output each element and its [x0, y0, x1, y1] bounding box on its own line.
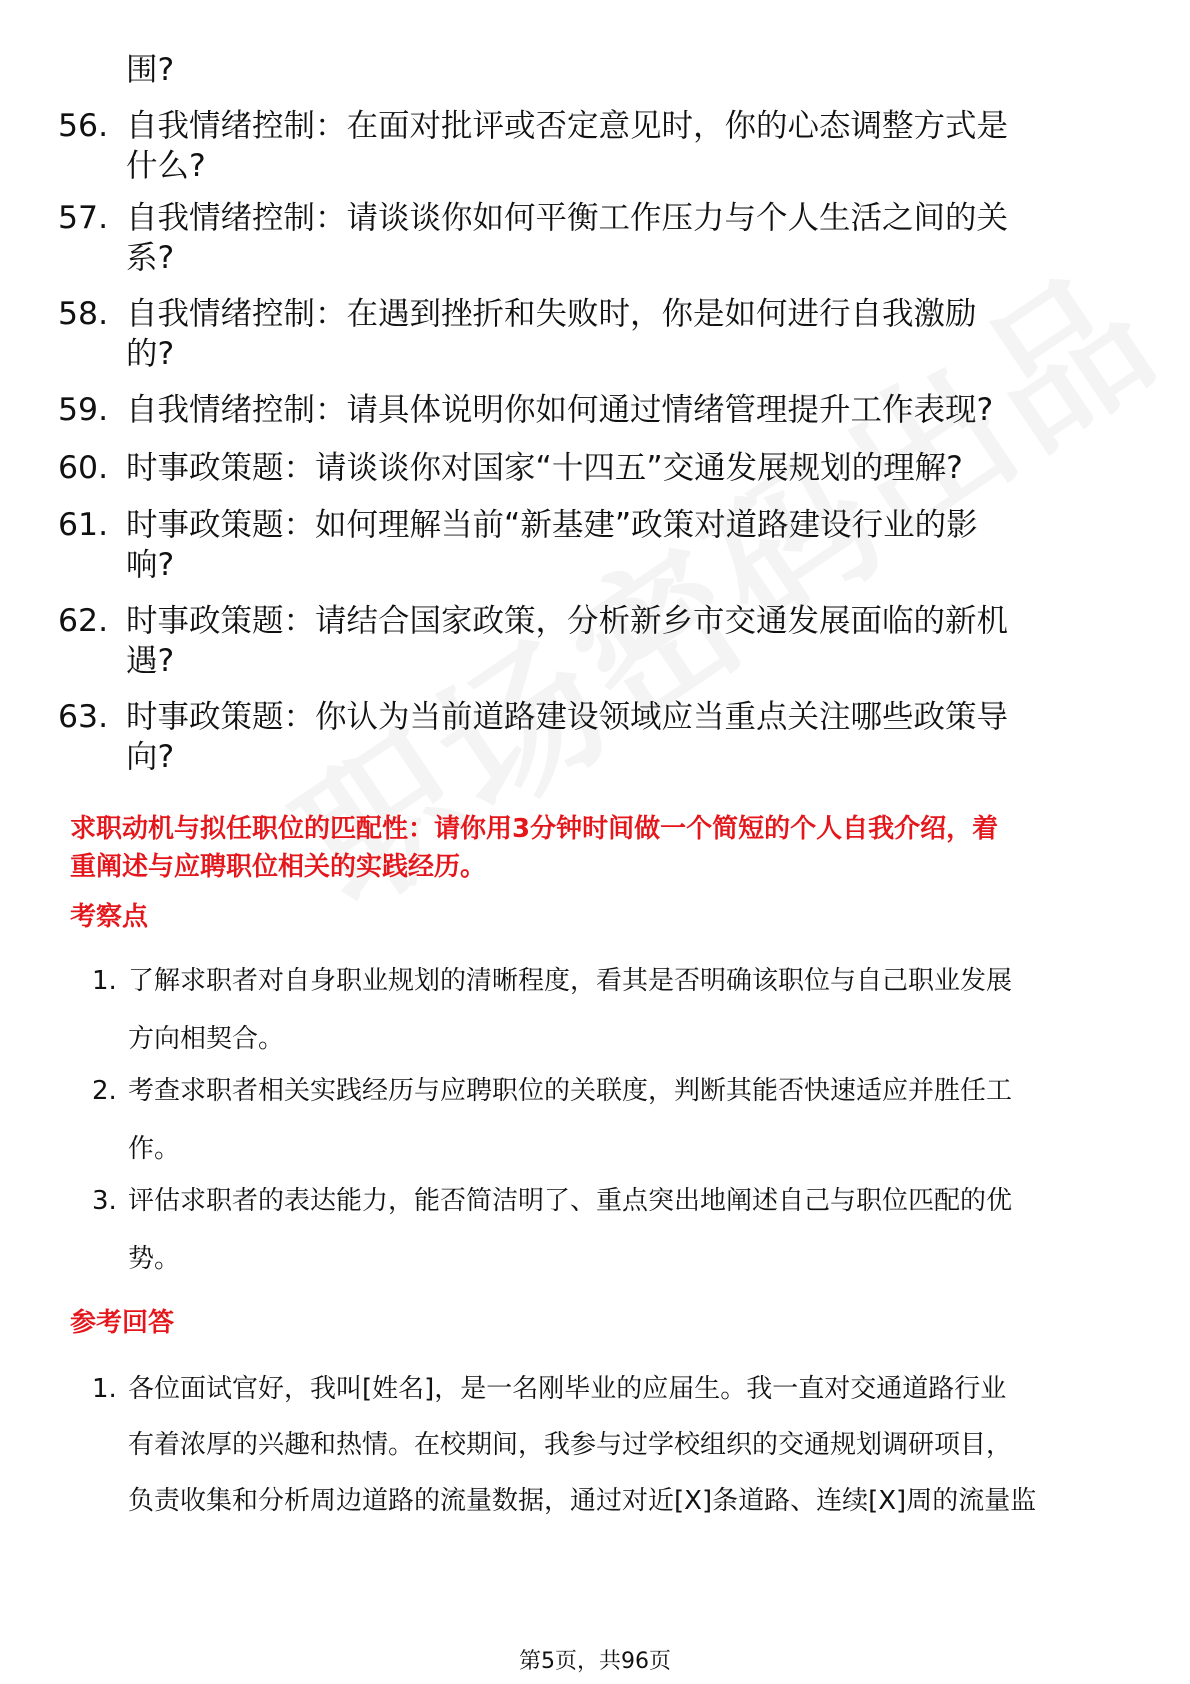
section-title — [70, 810, 1120, 886]
section-title-line: 求职动机与拟任职位的匹配性：请你用3分钟时间做一个简短的个人自我介绍，着 — [70, 814, 999, 844]
question-line: 时事政策题：你认为当前道路建设领域应当重点关注哪些政策导 — [126, 699, 1009, 735]
question-number: 57. — [58, 200, 109, 236]
item-line: 负责收集和分析周边道路的流量数据，通过对近[X]条道路、连续[X]周的流量监 — [128, 1486, 1037, 1516]
question-number: 63. — [58, 699, 109, 735]
item-line: 势。 — [128, 1244, 181, 1274]
question-line: 自我情绪控制：在面对批评或否定意见时，你的心态调整方式是 — [126, 108, 1009, 144]
question-line: 自我情绪控制：在遇到挫折和失败时，你是如何进行自我激励 — [126, 296, 977, 332]
question-number: 60. — [58, 450, 109, 486]
item-line: 有着浓厚的兴趣和热情。在校期间，我参与过学校组织的交通规划调研项目， — [128, 1430, 1013, 1460]
question-line: 时事政策题：如何理解当前“新基建”政策对道路建设行业的影 — [126, 507, 978, 543]
question-number: 61. — [58, 507, 109, 543]
question-line: 系? — [126, 240, 175, 276]
question-number: 58. — [58, 296, 109, 332]
question-number: 59. — [58, 392, 109, 428]
question-number: 62. — [58, 603, 109, 639]
question-line: 自我情绪控制：请具体说明你如何通过情绪管理提升工作表现? — [126, 392, 994, 428]
question-line: 围? — [126, 52, 175, 88]
item-number: 2. — [92, 1076, 117, 1106]
item-line: 考查求职者相关实践经历与应聘职位的关联度，判断其能否快速适应并胜任工 — [128, 1076, 1013, 1106]
item-number: 1. — [92, 966, 117, 996]
question-line: 自我情绪控制：请谈谈你如何平衡工作压力与个人生活之间的关 — [126, 200, 1009, 236]
item-number: 1. — [92, 1374, 117, 1404]
question-line: 时事政策题：请谈谈你对国家“十四五”交通发展规划的理解? — [126, 450, 963, 486]
item-line: 作。 — [128, 1134, 181, 1164]
question-line: 什么? — [126, 148, 206, 184]
item-line: 了解求职者对自身职业规划的清晰程度，看其是否明确该职位与自己职业发展 — [128, 966, 1013, 996]
item-number: 3. — [92, 1186, 117, 1216]
question-line: 响? — [126, 547, 175, 583]
item-line: 方向相契合。 — [128, 1024, 285, 1054]
question-line: 时事政策题：请结合国家政策，分析新乡市交通发展面临的新机 — [126, 603, 1009, 639]
section-title-line: 重阐述与应聘职位相关的实践经历。 — [70, 852, 487, 882]
question-number: 56. — [58, 108, 109, 144]
item-line: 各位面试官好，我叫[姓名]，是一名刚毕业的应届生。我一直对交通道路行业 — [128, 1374, 1007, 1404]
question-line: 遇? — [126, 643, 175, 679]
question-line: 向? — [126, 739, 175, 775]
item-line: 评估求职者的表达能力，能否简洁明了、重点突出地阐述自己与职位匹配的优 — [128, 1186, 1013, 1216]
examine-label: 考察点 — [70, 902, 149, 932]
page-footer: 第5页，共96页 — [519, 1649, 671, 1674]
answer-label: 参考回答 — [70, 1308, 175, 1338]
question-line: 的? — [126, 336, 175, 372]
